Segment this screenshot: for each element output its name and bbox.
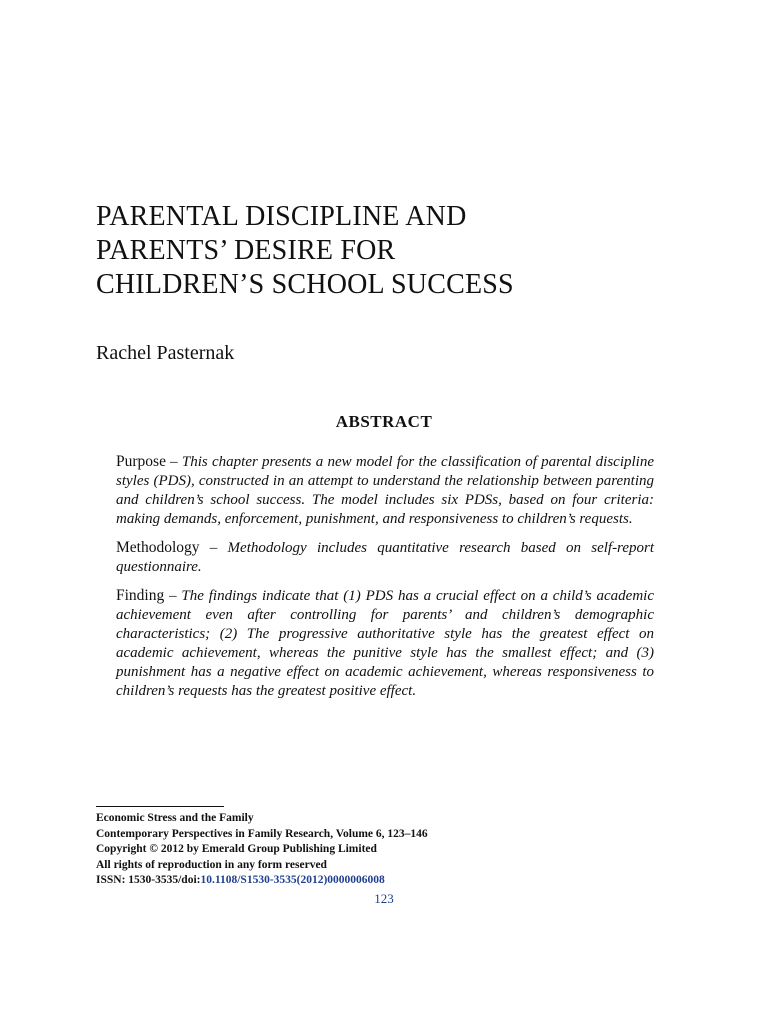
footnote-issn xyxy=(96,873,696,889)
section-text: This chapter presents a new model for the classification of parental discipline styles (PDS), constructed in an attempt to understand the relationship between parenting and children’s school success. The model includes six PDSs, based on four criteria: making demands, enforcement, punishment, and responsiveness to children’s requests. xyxy=(116,454,655,527)
footnote-rights: All rights of reproduction in any form reserved xyxy=(96,858,327,871)
footnote-copyright: Copyright © 2012 by Emerald Group Publishing Limited xyxy=(96,843,377,855)
abstract-section-finding: Finding – The findings indicate that (1) PDS has a crucial effect on a child’s academic achievement even after controlling for parents’ and children’s demographic characteristics; (2) The progressive authoritative style has the greatest effect on academic achievement, whereas the punitive style has the smallest effect; and (3) punishment has a negative effect on academic achievement, whereas responsiveness to children’s requests has the greatest positive effect. xyxy=(116,587,654,699)
title-line-3: CHILDREN’S SCHOOL SUCCESS xyxy=(96,269,514,300)
footnote-series: Economic Stress and the Family xyxy=(96,812,254,824)
section-label: Methodology xyxy=(116,539,200,556)
title-line-1: PARENTAL DISCIPLINE AND xyxy=(96,201,467,232)
abstract-section-purpose: Purpose – This chapter presents a new model for the classification of parental discipline styles (PDS), constructed in an attempt to understand the relationship between parenting and children’s school success. The model includes six PDSs, based on four criteria: making demands, enforcement, punishment, and responsiveness to children’s requests. xyxy=(116,453,655,527)
section-label: Finding xyxy=(116,587,165,604)
abstract-section-methodology: Methodology – Methodology includes quantitative research based on self-report questionnaire. xyxy=(116,539,655,575)
abstract-heading: ABSTRACT xyxy=(335,412,433,431)
chapter-title xyxy=(96,200,696,302)
doi-link[interactable]: 10.1108/S1530-3535(2012)0000006008 xyxy=(200,874,385,886)
section-label: Purpose xyxy=(116,453,166,470)
footnote-volume: Contemporary Perspectives in Family Research, Volume 6, 123–146 xyxy=(96,827,428,840)
author-name: Rachel Pasternak xyxy=(96,342,235,364)
abstract-body xyxy=(116,452,654,710)
page-number: 123 xyxy=(374,891,394,906)
footnote-block xyxy=(96,811,696,889)
issn-prefix: ISSN: 1530-3535/doi: xyxy=(96,874,201,886)
section-text: The findings indicate that (1) PDS has a crucial effect on a child’s academic achievement even after controlling for parents’ and children’s demographic characteristics; (2) The progressive authoritative style has the greatest effect on academic achievement, whereas the punitive style has the smallest effect; and (3) punishment has a negative effect on academic achievement, whereas responsiveness to children’s requests has the greatest positive effect. xyxy=(116,588,654,699)
footnote-divider xyxy=(96,806,224,807)
section-text: Methodology includes quantitative research based on self-report questionnaire. xyxy=(116,540,655,575)
title-line-2: PARENTS’ DESIRE FOR xyxy=(96,235,396,266)
